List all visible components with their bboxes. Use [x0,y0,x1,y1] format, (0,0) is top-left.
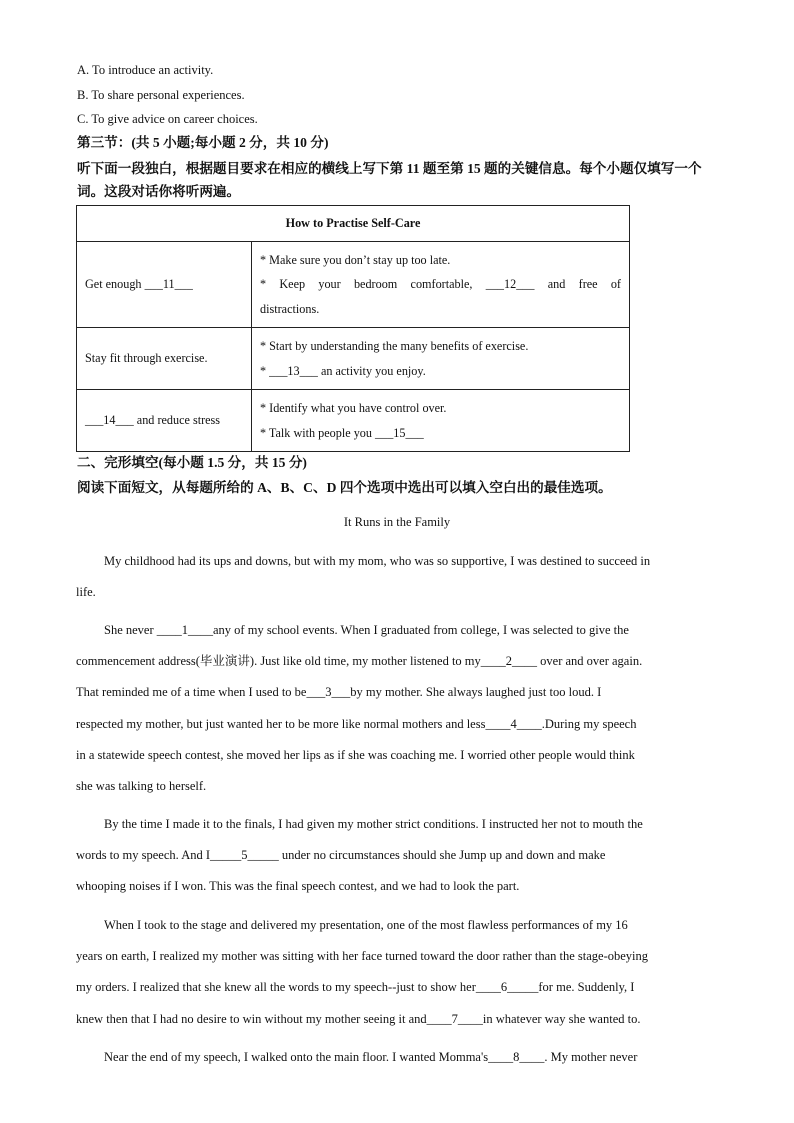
table-line: * Identify what you have control over. [260,401,447,415]
article-paragraph [76,809,716,903]
table-row-content [252,328,630,390]
article-paragraph [76,1042,716,1073]
table-line: distractions. [260,301,320,316]
paragraph-line: whooping noises if I won. This was the final speech contest, and we had to look the part. [76,879,520,894]
section2-heading: 二、完形填空(每小题 1.5 分，共 15 分) [77,455,307,470]
paragraph-line: knew then that I had no desire to win without my mother seeing it and____7____in whatever way she wanted to. [76,1011,641,1026]
table-row-label: Stay fit through exercise. [77,328,252,390]
option-b: B. To share personal experiences. [77,88,245,102]
table-line: * Start by understanding the many benefits of exercise. [260,339,529,353]
paragraph-line: My childhood had its ups and downs, but with my mom, who was so supportive, I was destined to succeed in [104,554,651,568]
article-paragraph [76,546,716,608]
paragraph-line: life. [76,585,96,600]
section3-heading: 第三节：(共 5 小题;每小题 2 分，共 10 分) [77,135,329,150]
table-row-content [252,390,630,452]
paragraph-line: in a statewide speech contest, she moved her lips as if she was coaching me. I worried other people would think [76,747,635,762]
paragraph-line: respected my mother, but just wanted her to be more like normal mothers and less____4____.During my speech [76,716,637,731]
table-row [77,328,630,390]
paragraph-line: commencement address(毕业演讲). Just like old time, my mother listened to my____2____ over and over again. [76,654,643,669]
table-line: * ___13___ an activity you enjoy. [260,363,426,378]
self-care-table [76,205,630,452]
option-c: C. To give advice on career choices. [77,112,258,126]
paragraph-line: She never ____1____any of my school events. When I graduated from college, I was selected to give the [104,623,629,637]
table-line: * Talk with people you ___15___ [260,425,424,440]
paragraph-line: By the time I made it to the finals, I had given my mother strict conditions. I instructed her not to mouth the [104,817,643,831]
paragraph-line: my orders. I realized that she knew all the words to my speech--just to show her____6_____for me. Suddenly, I [76,980,635,995]
table-line: * Make sure you don’t stay up too late. [260,252,451,267]
article-paragraph [76,615,716,802]
paragraph-line: That reminded me of a time when I used to be___3___by my mother. She always laughed just too loud. I [76,685,602,700]
table-row-content [252,242,630,328]
paragraph-line: When I took to the stage and delivered my presentation, one of the most flawless performances of my 16 [104,918,628,932]
section2-instruction: 阅读下面短文，从每题所给的 A、B、C、D 四个选项中选出可以填入空白出的最佳选项。 [77,480,612,495]
paragraph-line: she was talking to herself. [76,779,207,794]
section3-instruction: 听下面一段独白，根据题目要求在相应的横线上写下第 11 题至第 15 题的关键信息。每个小题仅填写一个词。这段对话你将听两遍。 [77,161,702,199]
article-title: It Runs in the Family [343,515,451,529]
paragraph-line: words to my speech. And I_____5_____ under no circumstances should she Jump up and down and make [76,848,606,863]
paragraph-line: years on earth, I realized my mother was sitting with her face turned toward the door rather than the stage-obeying [76,949,649,964]
paragraph-line: Near the end of my speech, I walked onto the main floor. I wanted Momma's____8____. My mother never [104,1050,638,1064]
table-row-label: Get enough ___11___ [77,242,252,328]
table-row [77,390,630,452]
table-title: How to Practise Self-Care [77,206,630,242]
article-paragraph [76,910,716,1035]
table-row [77,242,630,328]
table-line: * Keep your bedroom comfortable, ___12___ and free of [260,277,621,292]
table-row-label: ___14___ and reduce stress [77,390,252,452]
option-a: A. To introduce an activity. [77,63,214,77]
